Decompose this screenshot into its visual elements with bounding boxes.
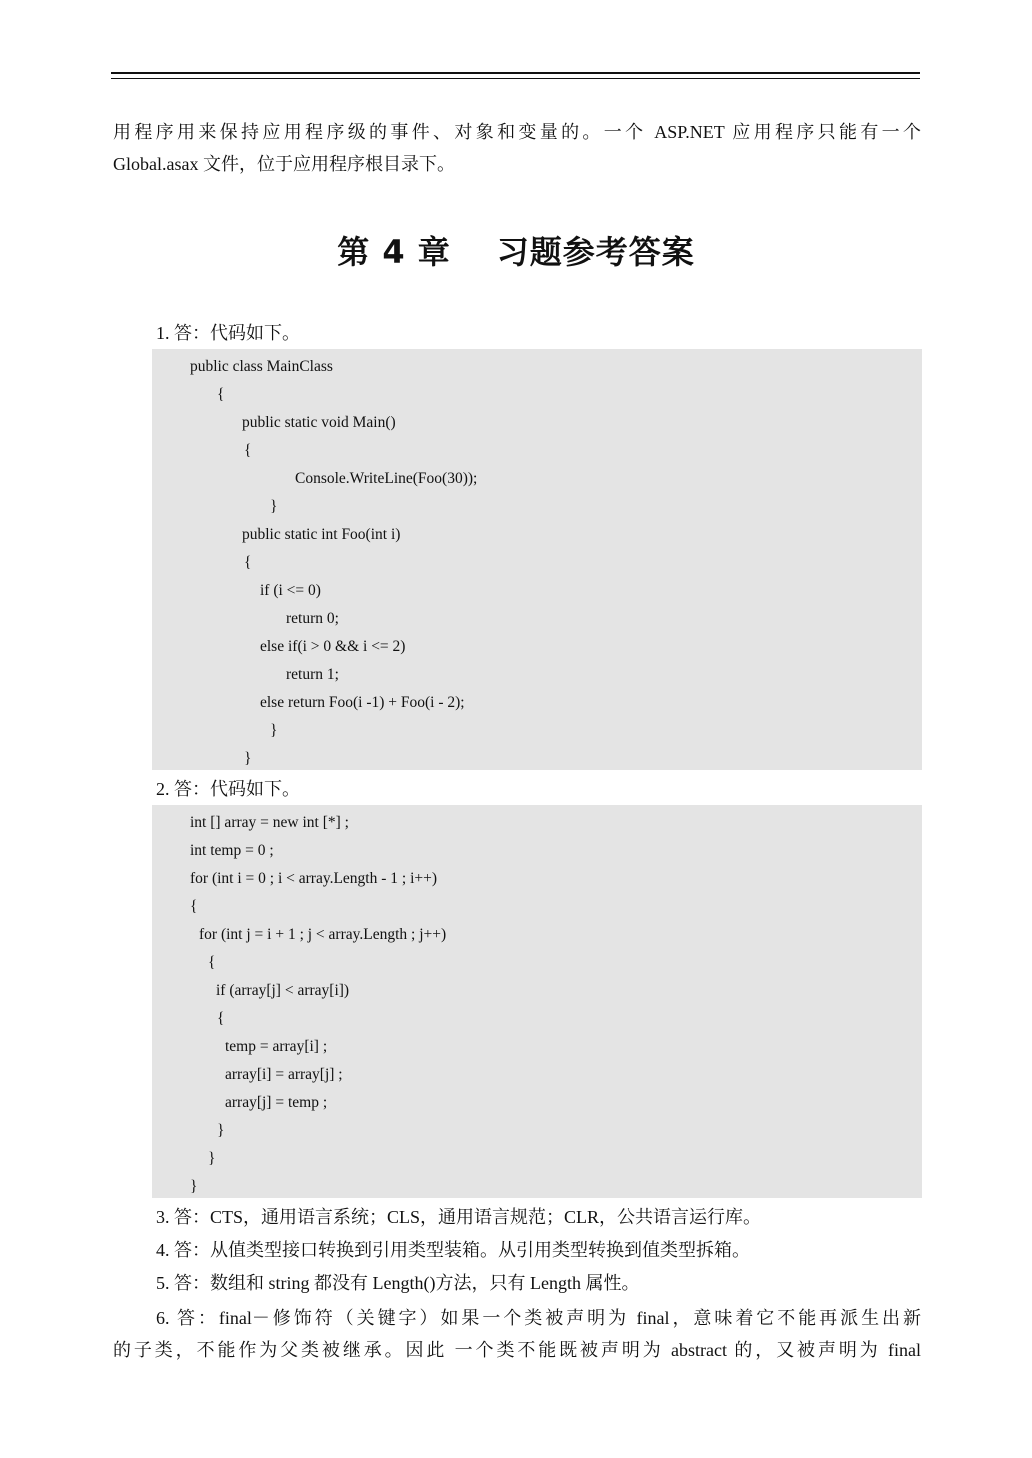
code-line: else if(i > 0 && i <= 2) — [260, 638, 406, 655]
code-line: int temp = 0 ; — [190, 842, 274, 859]
code-line: int [] array = new int [*] ; — [190, 814, 349, 831]
code-line: public class MainClass — [190, 358, 333, 375]
answer-3: 3. 答：CTS，通用语言系统；CLS，通用语言规范；CLR，公共语言运行库。 — [156, 1207, 762, 1227]
code-line: for (int j = i + 1 ; j < array.Length ; j++) — [199, 926, 447, 943]
code-line: return 1; — [286, 666, 339, 683]
code-line: { — [190, 898, 198, 915]
intro-line-1: 用程序用来保持应用程序级的事件、对象和变量的。一个 ASP.NET 应用程序只能有一个 — [113, 122, 921, 142]
intro-paragraph — [113, 116, 921, 180]
chapter-heading — [0, 226, 1032, 278]
question-1-label: 1. 答：代码如下。 — [156, 323, 300, 343]
code-line: if (array[j] < array[i]) — [216, 982, 350, 999]
answer-6-line-1: 6. 答：final－修饰符（关键字）如果一个类被声明为 final，意味着它不能再派生出新 — [156, 1308, 921, 1328]
code-line: } — [217, 1122, 225, 1139]
code-line: { — [208, 954, 216, 971]
code-line: temp = array[i] ; — [225, 1038, 328, 1055]
code-line: Console.WriteLine(Foo(30)); — [295, 470, 478, 487]
answer-6 — [113, 1302, 921, 1366]
answer-4: 4. 答：从值类型接口转换到引用类型装箱。从引用类型转换到值类型拆箱。 — [156, 1240, 750, 1260]
code-line: public static void Main() — [242, 414, 396, 431]
code-line: array[i] = array[j] ; — [225, 1066, 343, 1083]
code-line: } — [208, 1150, 216, 1167]
header-rule-thin — [111, 78, 920, 79]
code-line: else return Foo(i -1) + Foo(i - 2); — [260, 694, 465, 711]
code-line: { — [217, 1010, 225, 1027]
code-line: { — [244, 554, 252, 571]
code-line: for (int i = 0 ; i < array.Length - 1 ; i++) — [190, 870, 438, 887]
answer-6-line-2: 的子类，不能作为父类被继承。因此 一个类不能既被声明为 abstract 的，又被声明为 final — [113, 1340, 921, 1360]
code-line: } — [244, 750, 252, 767]
code-block-2 — [152, 805, 922, 1198]
answer-5: 5. 答：数组和 string 都没有 Length()方法，只有 Length 属性。 — [156, 1273, 640, 1293]
code-line: { — [244, 442, 252, 459]
code-line: return 0; — [286, 610, 339, 627]
code-line: public static int Foo(int i) — [242, 526, 401, 543]
code-line: { — [217, 386, 225, 403]
code-line: if (i <= 0) — [260, 582, 321, 599]
code-line: array[j] = temp ; — [225, 1094, 328, 1111]
chapter-number: 第 4 章 — [337, 233, 451, 271]
code-block-1 — [152, 349, 922, 770]
intro-line-2: Global.asax 文件，位于应用程序根目录下。 — [113, 154, 455, 174]
code-line: } — [270, 498, 278, 515]
code-line: } — [190, 1178, 198, 1195]
question-2-label: 2. 答：代码如下。 — [156, 779, 300, 799]
header-rule-thick — [111, 72, 920, 74]
code-line: } — [270, 722, 278, 739]
chapter-title: 习题参考答案 — [496, 233, 695, 271]
